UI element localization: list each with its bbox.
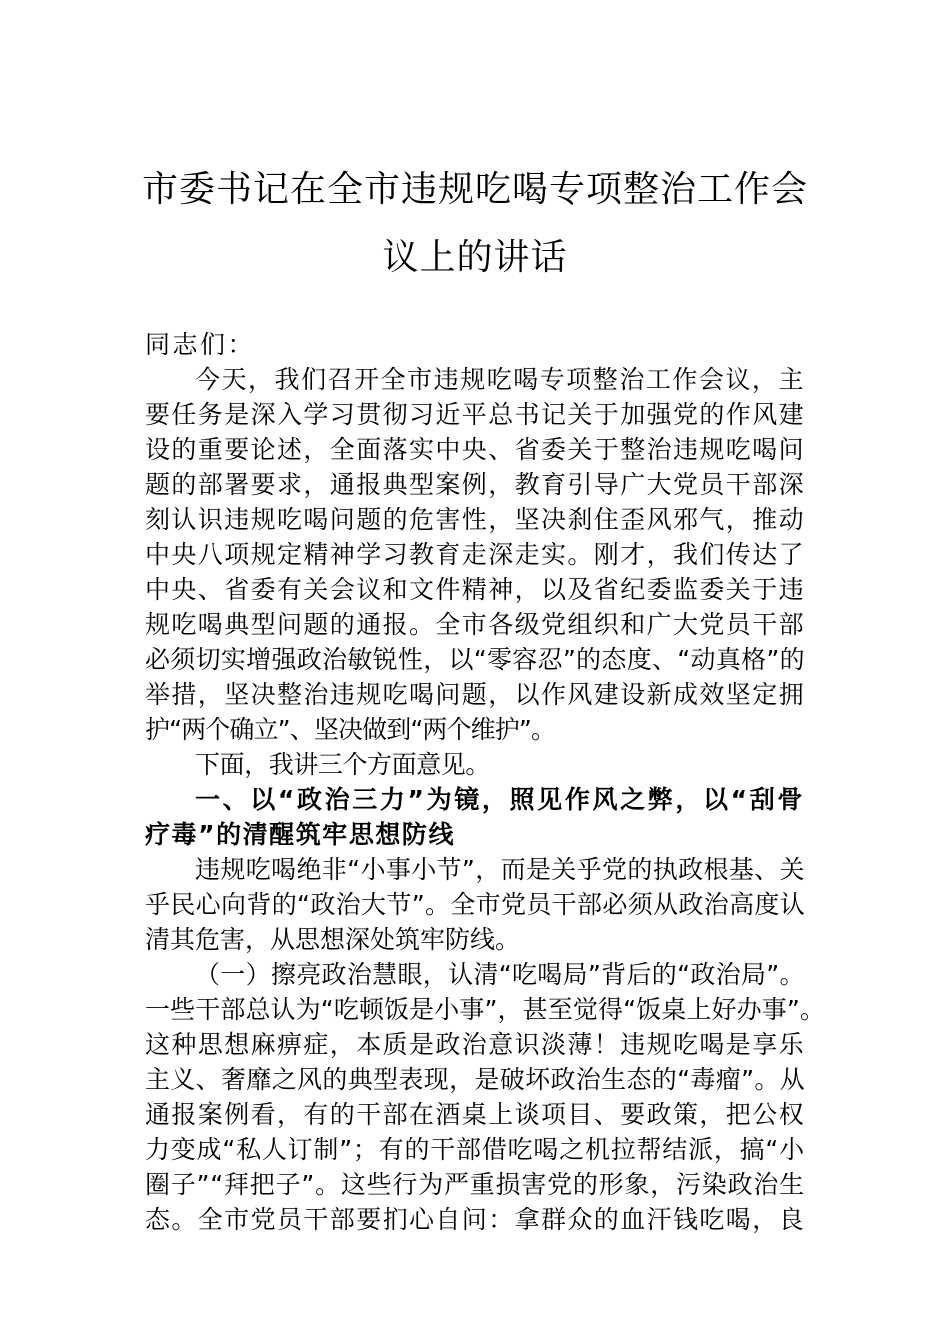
paragraph-line: 这种思想麻痹症，本质是政治意识淡薄！违规吃喝是享乐 bbox=[145, 1030, 806, 1059]
paragraph-line: 态。全市党员干部要扪心自问：拿群众的血汗钱吃喝，良 bbox=[145, 1205, 806, 1234]
paragraph-line: 主义、奢靡之风的典型表现，是破坏政治生态的“毒瘤”。从 bbox=[145, 1065, 806, 1094]
paragraph-line: 违规吃喝绝非“小事小节”，而是关乎党的执政根基、关 bbox=[195, 855, 805, 884]
subsection-heading-line: （一）擦亮政治慧眼，认清“吃喝局”背后的“政治局”。 bbox=[195, 960, 805, 989]
paragraph-line: 刻认识违规吃喝问题的危害性，坚决刹住歪风邪气，推动 bbox=[145, 505, 806, 534]
document-title-line-1: 市委书记在全市违规吃喝专项整治工作会 bbox=[141, 169, 808, 210]
paragraph-line: 必须切实增强政治敏锐性，以“零容忍”的态度、“动真格”的 bbox=[145, 645, 805, 674]
paragraph-line: 规吃喝典型问题的通报。全市各级党组织和广大党员干部 bbox=[145, 610, 806, 639]
paragraph-line: 下面，我讲三个方面意见。 bbox=[195, 750, 490, 779]
paragraph-line: 一些干部总认为“吃顿饭是小事”，甚至觉得“饭桌上好办事”。 bbox=[145, 995, 825, 1024]
paragraph-line: 护“两个确立”、坚决做到“两个维护”。 bbox=[145, 715, 556, 744]
paragraph-line: 力变成“私人订制”；有的干部借吃喝之机拉帮结派，搞“小 bbox=[145, 1135, 805, 1164]
paragraph-line: 中央、省委有关会议和文件精神，以及省纪委监委关于违 bbox=[145, 575, 806, 604]
paragraph-line: 中央八项规定精神学习教育走深走实。刚才，我们传达了 bbox=[145, 540, 806, 569]
paragraph-line: 设的重要论述，全面落实中央、省委关于整治违规吃喝问 bbox=[145, 435, 806, 464]
document-title-line-2: 议上的讲话 bbox=[382, 237, 568, 278]
paragraph-line: 乎民心向背的“政治大节”。全市党员干部必须从政治高度认 bbox=[145, 890, 806, 919]
paragraph-line: 圈子”“拜把子”。这些行为严重损害党的形象，污染政治生 bbox=[145, 1170, 805, 1199]
section-heading-line: 一、以“政治三力”为镜，照见作风之弊，以“刮骨 bbox=[195, 785, 806, 814]
paragraph-line: 今天，我们召开全市违规吃喝专项整治工作会议，主 bbox=[195, 365, 805, 394]
paragraph-line: 清其危害，从思想深处筑牢防线。 bbox=[145, 925, 521, 954]
paragraph-line: 要任务是深入学习贯彻习近平总书记关于加强党的作风建 bbox=[145, 400, 806, 429]
paragraph-line: 通报案例看，有的干部在酒桌上谈项目、要政策，把公权 bbox=[145, 1100, 806, 1129]
paragraph-line: 举措，坚决整治违规吃喝问题，以作风建设新成效坚定拥 bbox=[145, 680, 806, 709]
salutation: 同志们： bbox=[145, 330, 256, 359]
paragraph-line: 题的部署要求，通报典型案例，教育引导广大党员干部深 bbox=[145, 470, 806, 499]
section-heading-line: 疗毒”的清醒筑牢思想防线 bbox=[145, 820, 456, 849]
